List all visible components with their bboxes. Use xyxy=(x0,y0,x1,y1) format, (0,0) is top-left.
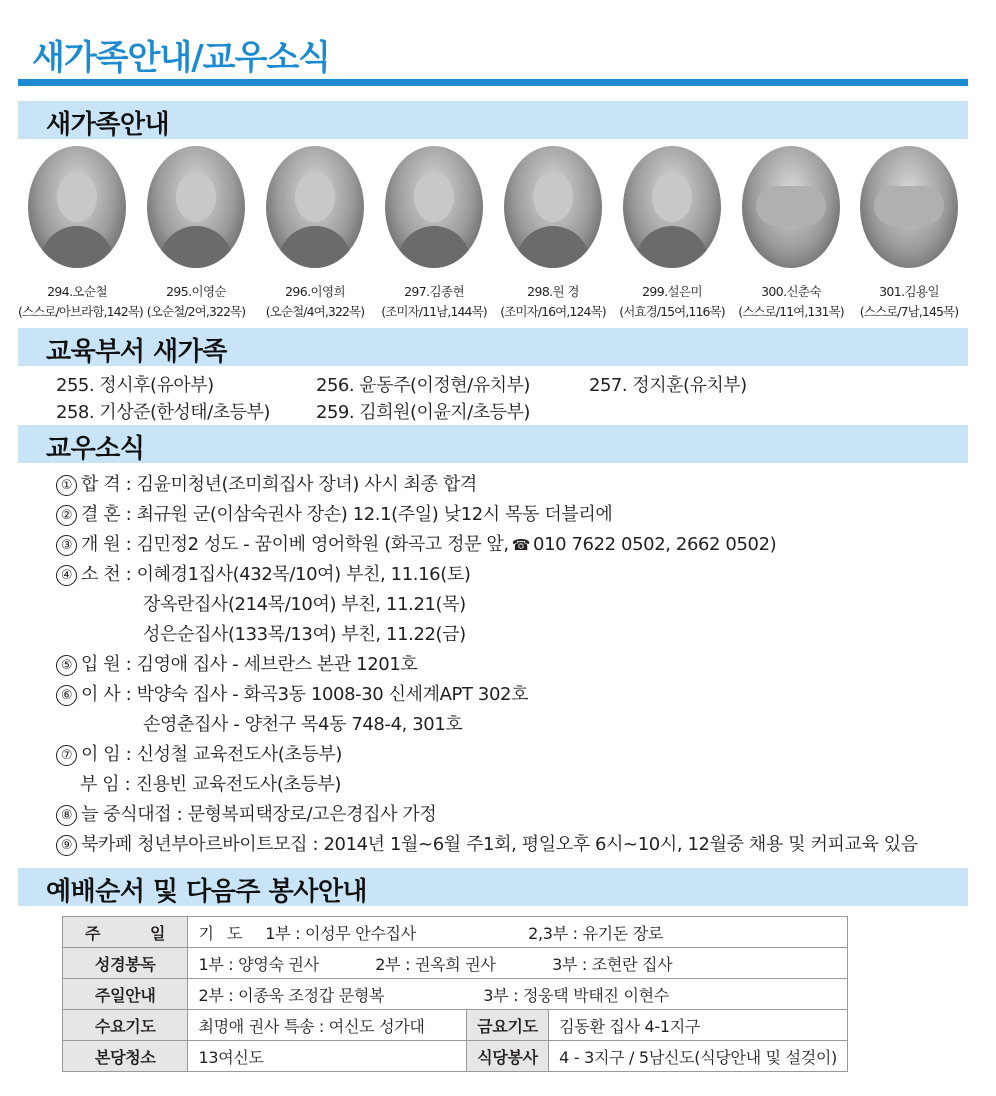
item-number: ⑦ xyxy=(56,745,77,766)
news-text: 합 격 : 김윤미청년(조미희집사 장녀) 사시 최종 합격 xyxy=(81,474,477,495)
education-entry: 258. 기상준(한성태/초등부) xyxy=(56,402,270,423)
news-item-bereavement-cont xyxy=(143,620,466,646)
news-item-lunch xyxy=(56,800,436,826)
member-info: (스스로/7남,145목) xyxy=(859,304,959,319)
education-entry: 259. 김희원(이윤지/초등부) xyxy=(316,402,530,423)
news-item-bookcafe xyxy=(56,830,918,856)
news-text: 이 임 : 신성철 교육전도사(초등부) xyxy=(81,744,343,765)
member-name: 301.김용일 xyxy=(879,284,939,299)
member-name: 300.신춘숙 xyxy=(761,284,821,299)
news-item-hospital xyxy=(56,650,417,676)
news-item-moving-cont xyxy=(143,710,462,736)
member-name: 299.설은미 xyxy=(642,284,702,299)
section-title: 새가족안내 xyxy=(46,110,170,140)
item-number: ⑤ xyxy=(56,655,77,676)
row-label: 주 일 xyxy=(63,917,188,948)
service-1: 1부 : 이성무 안수집사 xyxy=(265,923,416,943)
section-header-education xyxy=(18,328,968,366)
usher-2: 2부 : 이종욱 조정갑 문형복 xyxy=(198,985,385,1005)
member-name: 296.이영희 xyxy=(285,284,345,299)
row-label: 주일안내 xyxy=(63,979,188,1010)
member-photo xyxy=(504,146,602,268)
item-number: ④ xyxy=(56,565,77,586)
item-number: ⑨ xyxy=(56,835,77,856)
page-title: 새가족안내/교우소식 xyxy=(32,38,331,78)
new-family-list xyxy=(18,146,968,324)
news-item-bereavement xyxy=(56,560,470,586)
table-row xyxy=(63,917,848,948)
member-card xyxy=(613,146,731,320)
news-text: 부 임 : 진용빈 교육전도사(초등부) xyxy=(80,774,342,795)
service-schedule-table xyxy=(62,916,848,1072)
row-label: 금요기도 xyxy=(466,1010,548,1041)
member-info: (오순철/4여,322목) xyxy=(265,304,365,319)
member-name: 297.김종현 xyxy=(404,284,464,299)
reader-1: 1부 : 양영숙 권사 xyxy=(198,954,319,974)
prayer-label: 기 도 xyxy=(198,923,247,943)
member-info: (오순철/2여,322목) xyxy=(146,304,246,319)
section-header-new-family xyxy=(18,101,968,139)
news-item-moving xyxy=(56,680,528,706)
news-item-passed-exam xyxy=(56,470,477,496)
item-number: ⑧ xyxy=(56,805,77,826)
member-card xyxy=(375,146,493,320)
member-photo xyxy=(266,146,364,268)
member-info: (스스로/아브라함,142목) xyxy=(18,304,143,319)
section-title: 예배순서 및 다음주 봉사안내 xyxy=(46,877,368,907)
member-card xyxy=(18,146,143,320)
member-card xyxy=(137,146,255,320)
table-cell xyxy=(188,979,848,1010)
member-card xyxy=(494,146,612,320)
section-header-news xyxy=(18,425,968,463)
phone-numbers: 010 7622 0502, 2662 0502) xyxy=(533,534,777,555)
table-row xyxy=(63,948,848,979)
news-text: 입 원 : 김영애 집사 - 세브란스 본관 1201호 xyxy=(81,654,418,675)
news-text: 이 사 : 박양숙 집사 - 화곡3동 1008-30 신세계APT 302호 xyxy=(81,684,529,705)
section-title: 교육부서 새가족 xyxy=(46,337,227,367)
news-item-appointment xyxy=(80,770,341,796)
member-card xyxy=(732,146,850,320)
table-cell xyxy=(188,917,848,948)
section-title: 교우소식 xyxy=(46,434,145,464)
row-label: 본당청소 xyxy=(63,1041,188,1072)
news-item-bereavement-cont xyxy=(143,590,466,616)
item-number: ② xyxy=(56,505,77,526)
member-info: (조미자/16여,124목) xyxy=(500,304,606,319)
reader-2: 2부 : 권옥희 권사 xyxy=(375,954,496,974)
item-number: ⑥ xyxy=(56,685,77,706)
row-label: 수요기도 xyxy=(63,1010,188,1041)
item-number: ① xyxy=(56,475,77,496)
news-text: 늘 중식대접 : 문형복피택장로/고은경집사 가정 xyxy=(81,804,437,825)
member-info: (서효경/15여,116목) xyxy=(619,304,725,319)
service-2-3: 2,3부 : 유기돈 장로 xyxy=(528,923,664,943)
table-cell xyxy=(188,948,848,979)
table-cell: 최명애 권사 특송 : 여신도 성가대 xyxy=(188,1010,466,1041)
title-divider xyxy=(18,79,968,86)
news-text: 소 천 : 이혜경1집사(432목/10여) 부친, 11.16(토) xyxy=(81,564,471,585)
member-photo xyxy=(28,146,126,268)
reader-3: 3부 : 조현란 집사 xyxy=(552,954,673,974)
usher-3: 3부 : 정웅택 박태진 이현수 xyxy=(483,985,669,1005)
member-info: (스스로/11여,131목) xyxy=(738,304,844,319)
member-photo xyxy=(147,146,245,268)
news-item-opening xyxy=(56,530,776,556)
member-info: (조미자/11남,144목) xyxy=(381,304,487,319)
row-label: 식당봉사 xyxy=(466,1041,548,1072)
table-cell: 13여신도 xyxy=(188,1041,466,1072)
table-cell: 4 - 3지구 / 5남신도(식당안내 및 설겆이) xyxy=(549,1041,848,1072)
section-header-worship xyxy=(18,868,968,906)
news-text: 장옥란집사(214목/10여) 부친, 11.21(목) xyxy=(143,594,466,615)
table-row xyxy=(63,1041,848,1072)
table-row xyxy=(63,1010,848,1041)
member-name: 294.오순철 xyxy=(47,284,107,299)
education-entry: 255. 정시후(유아부) xyxy=(56,375,214,396)
member-card xyxy=(850,146,968,320)
phone-icon: ☎ xyxy=(511,536,531,554)
news-text: 성은순집사(133목/13여) 부친, 11.22(금) xyxy=(143,624,466,645)
item-number: ③ xyxy=(56,535,77,556)
table-cell: 김동환 집사 4-1지구 xyxy=(549,1010,848,1041)
row-label: 성경봉독 xyxy=(63,948,188,979)
member-card xyxy=(256,146,374,320)
education-entry: 256. 윤동주(이정현/유치부) xyxy=(316,375,530,396)
member-name: 298.원 경 xyxy=(527,284,579,299)
news-text: 결 혼 : 최규원 군(이삼숙권사 장손) 12.1(주일) 낮12시 목동 더블리에 xyxy=(81,504,613,525)
member-photo xyxy=(742,146,840,268)
news-item-leaving xyxy=(56,740,342,766)
member-name: 295.이영순 xyxy=(166,284,226,299)
news-text: 손영춘집사 - 양천구 목4동 748-4, 301호 xyxy=(143,714,463,735)
member-photo xyxy=(385,146,483,268)
news-text: 개 원 : 김민정2 성도 - 꿈이베 영어학원 (화곡고 정문 앞, xyxy=(81,534,509,555)
member-photo xyxy=(623,146,721,268)
member-photo xyxy=(860,146,958,268)
table-row xyxy=(63,979,848,1010)
news-item-wedding xyxy=(56,500,612,526)
news-text: 북카페 청년부아르바이트모집 : 2014년 1월~6월 주1회, 평일오후 6시~10시, 12월중 채용 및 커피교육 있음 xyxy=(81,834,918,855)
education-entry: 257. 정지훈(유치부) xyxy=(589,375,747,396)
